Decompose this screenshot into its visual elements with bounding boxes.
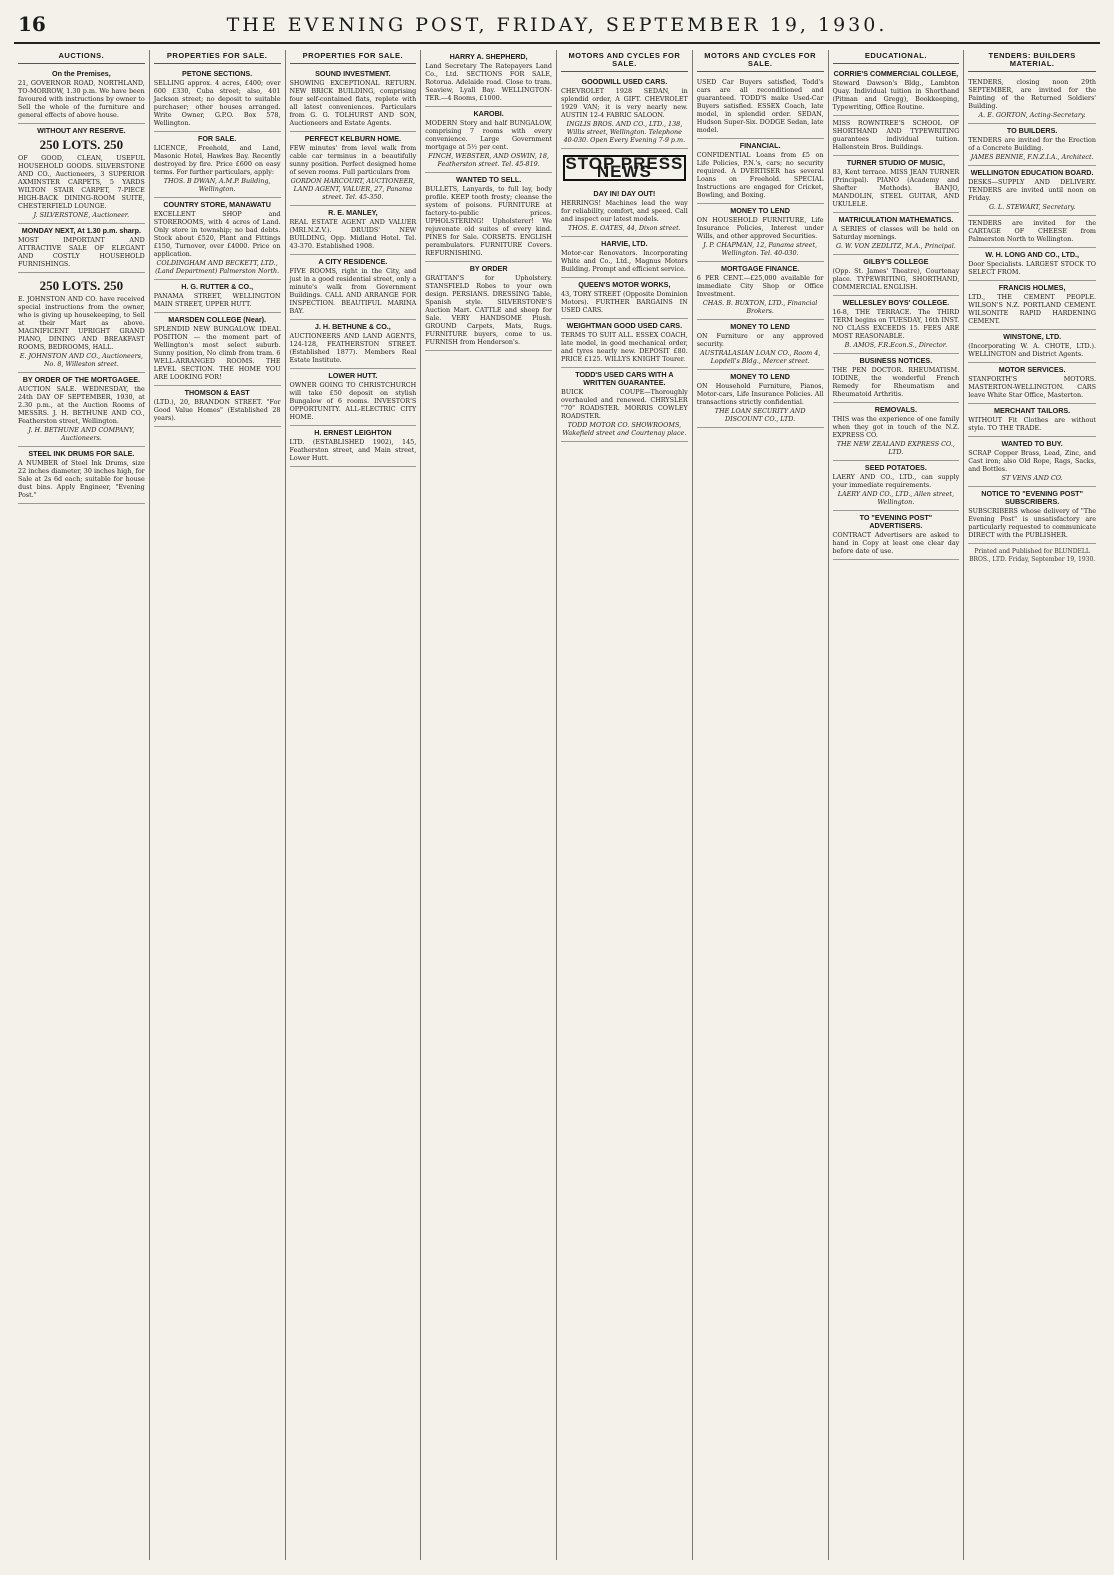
ad-body: PANAMA STREET, WELLINGTON MAIN STREET, UPPER HUTT.: [153, 292, 281, 308]
advertisement: [290, 369, 417, 426]
ad-body: LTD., THE CEMENT PEOPLE. WILSON'S N.Z. PORTLAND CEMENT. WILSONITE RAPID HARDENING CEMENT.: [968, 293, 1096, 325]
advertisement: [561, 237, 688, 278]
ad-body: EXCELLENT SHOP and STOREROOMS, with 4 acres of Land. Only store in township; no bad debts. Stock about £520, Plant and Fittings £150, Turnover, over £4000. Price on application.: [153, 210, 281, 258]
ad-heading: LOWER HUTT.: [328, 371, 378, 380]
column-7: [829, 50, 965, 1560]
ad-heading: WINSTONE, LTD.: [1003, 332, 1062, 341]
ad-heading: MONEY TO LEND: [730, 322, 790, 331]
ad-body: ON HOUSEHOLD FURNITURE, Life Insurance Policies, Interest under Wills, and other approved Securities.: [696, 216, 824, 240]
advertisement: [425, 107, 552, 173]
ad-heading: H. G. RUTTER & CO.,: [181, 282, 254, 291]
advertisement: [833, 403, 960, 461]
ad-heading: DAY IN! DAY OUT!: [593, 189, 656, 198]
ad-signature: THE LOAN SECURITY AND DISCOUNT CO., LTD.: [714, 407, 806, 423]
column-1: [14, 50, 150, 1560]
ad-heading: MORTGAGE FINANCE.: [720, 264, 800, 273]
advertisement: [968, 166, 1096, 216]
ad-body: THIS was the experience of one family when they got in touch of the N.Z. EXPRESS CO.: [832, 415, 960, 439]
ad-body: MOST IMPORTANT AND ATTRACTIVE SALE OF ELEGANT AND COSTLY HOUSEHOLD FURNISHINGS.: [18, 236, 145, 268]
advertisement: [561, 278, 688, 319]
ad-body: BULLETS, Lanyards, to full lay, body profile. KEEP tooth frosty; cleanse the system of poisons. FURNITURE at factory-to-public prices. UPHOLSTERING! Upholsterer! We rejuvenate old suites of every kind. PINES for Sale. CORSETS. ENGLISH perambulators. FURNITURE Covers. REFURNISHING.: [425, 185, 552, 257]
ad-heading: WANTED TO SELL.: [455, 175, 522, 184]
ad-signature: FINCH, WEBSTER, AND OSWIN, 18, Featherston street. Tel. 45-819.: [428, 152, 549, 168]
imprint-footer: Printed and Published for BLUNDELL BROS., LTD. Friday, September 19, 1930.: [969, 548, 1096, 563]
ad-body: WITHOUT Fit Clothes are without style. TO THE TRADE.: [968, 416, 1096, 432]
column-heading: TENDERS: BUILDERS MATERIAL.: [968, 50, 1096, 72]
advertisement: [425, 50, 552, 107]
ad-heading: WELLINGTON EDUCATION BOARD.: [970, 168, 1094, 177]
ad-body: SELLING approx. 4 acres, £400; over 600 £330, Cuba street; also, 401 Jackson street; no deposit to suitable purchaser; other houses arranged. Write Owner, G.P.O. Box 578, Wellington.: [153, 79, 281, 127]
ad-heading: GILBY'S COLLEGE: [863, 257, 929, 266]
ad-signature: THOS. E. OATES, 44, Dixon street.: [568, 224, 681, 232]
advertisement: [154, 198, 281, 280]
ad-body: TENDERS are invited for the CARTAGE OF CHEESE from Palmerston North to Wellington.: [968, 219, 1096, 243]
advertisement: [561, 368, 688, 442]
advertisement: [18, 273, 145, 373]
advertisement: [968, 437, 1096, 487]
advertisement: [833, 67, 960, 116]
ad-body: ON Household Furniture, Pianos, Motor-cars, Life Insurance Policies. All transactions strictly confidential.: [696, 382, 824, 406]
advertisement: [561, 187, 688, 237]
ad-body: LTD. (ESTABLISHED 1902), 145, Featherston street, and Main street, Lower Hutt.: [289, 438, 417, 462]
ad-heading: WEIGHTMAN GOOD USED CARS.: [566, 321, 683, 330]
advertisement: [154, 67, 281, 132]
column-heading: MOTORS AND CYCLES FOR SALE.: [697, 50, 824, 72]
advertisement: [968, 487, 1096, 544]
advertisement: [833, 156, 960, 213]
advertisement: [425, 262, 552, 351]
ad-signature: AUSTRALASIAN LOAN CO., Room 4, Lopdell's Bldg., Mercer street.: [699, 349, 821, 365]
ad-body: SPLENDID NEW BUNGALOW. IDEAL POSITION — the moment part of Wellington's most select suburb. Sunny position, No climb from tram. 6 WELL-ARRANGED ROOMS. THE LEVEL SECTION. THE HOME YOU ARE LOOKING FOR!: [153, 325, 281, 381]
column-heading: PROPERTIES FOR SALE.: [290, 50, 417, 64]
ad-body: TENDERS are invited for the Erection of a Concrete Building.: [968, 136, 1096, 152]
ad-signature: THOS. B DWAN, A.M.P. Building, Wellington.: [163, 177, 271, 193]
ad-heading: KAROBI.: [473, 109, 504, 118]
ad-signature: B. AMOS, F.R.Econ.S., Director.: [844, 341, 948, 349]
ad-body: AUCTION SALE. WEDNESDAY, the 24th DAY OF SEPTEMBER, 1930, at 2.30 p.m., at the Auction Rooms of MESSRS. J. H. BETHUNE AND CO., Featherston street, Wellington.: [18, 385, 145, 425]
advertisement: [697, 370, 824, 428]
ad-body: USED Car Buyers satisfied, Todd's cars are all reconditioned and guaranteed. TODD'S make Used-Car Buyers satisfied. ESSEX Coach, late model, in splendid order. SEDAN, Hudson Super-Six. DODGE Sedan, late model.: [696, 78, 824, 134]
advertisement: [833, 511, 960, 560]
ad-heading: TODD'S USED CARS WITH A WRITTEN GUARANTEE.: [575, 370, 674, 387]
ad-heading: PERFECT KELBURN HOME.: [304, 134, 401, 143]
ad-body: DESKS—SUPPLY AND DELIVERY. TENDERS are invited until noon on Friday.: [968, 178, 1096, 202]
advertisement: [833, 213, 960, 255]
ad-body: SCRAP Copper Brass, Lead, Zinc, and Cast iron; also Old Rope, Rags, Sacks, and Bottles.: [968, 449, 1096, 473]
ad-heading: REMOVALS.: [874, 405, 917, 414]
column-3: [286, 50, 422, 1560]
advertisement: [425, 173, 552, 262]
ad-heading: BY ORDER OF THE MORTGAGEE.: [22, 375, 141, 384]
advertisement: [968, 404, 1096, 437]
ad-signature: COLDINGHAM AND BECKETT, LTD., (Land Department) Palmerston North.: [155, 259, 280, 275]
ad-heading: MONEY TO LEND: [730, 206, 790, 215]
advertisement: [154, 313, 281, 386]
advertisement: [697, 139, 824, 204]
column-heading: EDUCATIONAL.: [833, 50, 960, 64]
advertisement: [697, 320, 824, 370]
ad-heading: R. E. MANLEY,: [328, 208, 378, 217]
ad-body: REAL ESTATE AGENT AND VALUER (MRI.N.Z.V.). DRUIDS' NEW BUILDING, Opp. Midland Hotel. Tel. 43-370. Established 1908.: [289, 218, 417, 250]
ad-body: OWNER GOING TO CHRISTCHURCH will take £50 deposit on stylish Bungalow of 6 rooms. INVESTOR'S OPPORTUNITY. ALL-ELECTRIC CITY HOME.: [289, 381, 417, 421]
ad-heading: COUNTRY STORE, MANAWATU: [163, 200, 271, 209]
advertisement: [290, 132, 417, 206]
ad-body: HERRINGS! Machines lead the way for reliability, comfort, and speed. Call and inspect our latest models.: [561, 199, 688, 223]
advertisement: [833, 116, 960, 156]
ad-body: CONTRACT Advertisers are asked to hand in Copy at least one clear day before date of use.: [832, 531, 960, 555]
ad-heading: FINANCIAL.: [739, 141, 781, 150]
advertisement: [290, 67, 417, 132]
ad-body: Land Secretary The Ratepayers Land Co., Ltd. SECTIONS FOR SALE, Rotorua. Adelaide road. Close to tram. Seaview, Lyall Bay. WELLINGTON-TER.—4 Rooms, £1000.: [425, 62, 552, 102]
advertisement: [968, 330, 1096, 363]
ad-heading: BUSINESS NOTICES.: [859, 356, 933, 365]
ad-body: CHEVROLET 1928 SEDAN, in splendid order, A GIFT. CHEVROLET 1929 VAN; it is very nearly new. AUSTIN 12-4 FABRIC SALOON.: [561, 87, 688, 119]
ad-signature: TODD MOTOR CO. SHOWROOMS, Wakefield street and Courtenay place.: [562, 421, 687, 437]
ad-heading: STEEL INK DRUMS FOR SALE.: [28, 449, 135, 458]
column-8: [964, 50, 1100, 1560]
ad-heading: A CITY RESIDENCE.: [318, 257, 388, 266]
advertisement: [697, 204, 824, 262]
column-4: [421, 50, 557, 1560]
advertisement: [697, 262, 824, 320]
ad-body: LAERY AND CO., LTD., can supply your immediate requirements.: [832, 473, 960, 489]
ad-signature: THE NEW ZEALAND EXPRESS CO., LTD.: [836, 440, 955, 456]
ad-heading: WITHOUT ANY RESERVE.: [37, 126, 126, 135]
advertisement: [154, 132, 281, 198]
ad-heading: FOR SALE.: [197, 134, 237, 143]
ad-body: (Incorporating W. A. CHOTE, LTD.). WELLINGTON and District Agents.: [968, 342, 1096, 358]
ad-signature: ST VENS AND CO.: [1001, 474, 1063, 482]
advertisement: [290, 206, 417, 255]
ad-heading: THOMSON & EAST: [184, 388, 250, 397]
ad-heading: CORRIE'S COMMERCIAL COLLEGE,: [833, 69, 959, 78]
advertisement: [18, 224, 145, 273]
ad-signature: CHAS. B. BUXTON, LTD., Financial Brokers.: [702, 299, 818, 315]
ad-body: MISS ROWNTREE'S SCHOOL OF SHORTHAND AND TYPEWRITING guarantees individual tuition. Hallenstein Bros. Buildings.: [832, 119, 960, 151]
advertisement: [290, 320, 417, 369]
ad-heading: GOODWILL USED CARS.: [581, 77, 668, 86]
advertisement: [968, 216, 1096, 248]
ad-body: Motor-car Renovators. Incorporating White and Co., Ltd., Magnus Motors Building. Prompt and efficient service.: [561, 249, 688, 273]
ad-heading: WANTED TO BUY.: [1001, 439, 1063, 448]
ad-body: (Opp. St. James' Theatre), Courtenay place. TYPEWRITING, SHORTHAND, COMMERCIAL ENGLISH.: [832, 267, 960, 291]
ad-heading: MARSDEN COLLEGE (Near).: [168, 315, 267, 324]
ad-heading: BY ORDER: [469, 264, 508, 273]
advertisement: [154, 280, 281, 313]
ad-body: BUICK COUPE—Thoroughly overhauled and renewed. CHRYSLER "70" ROADSTER. MORRIS COWLEY ROADSTER.: [561, 388, 688, 420]
ad-display-line: 250 LOTS. 250: [39, 278, 124, 293]
ad-body: 43, TORY STREET (Opposite Dominion Motors). FURTHER BARGAINS IN USED CARS.: [561, 290, 688, 314]
column-heading: AUCTIONS.: [18, 50, 145, 64]
advertisement: [968, 281, 1096, 330]
ad-body: 16-8, THE TERRACE. The THIRD TERM begins on TUESDAY, 16th INST. NO CLASS EXCEEDS 15. FEES ARE MOST REASONABLE.: [832, 308, 960, 340]
advertisement: [561, 75, 688, 149]
ad-display-line: 250 LOTS. 250: [39, 137, 124, 152]
columns-container: [14, 50, 1100, 1560]
ad-signature: E. JOHNSTON AND CO., Auctioneers, No. 8, Willeston street.: [19, 352, 143, 368]
ad-heading: HARVIE, LTD.: [601, 239, 648, 248]
ad-body: A SERIES of classes will be held on Saturday mornings.: [832, 225, 960, 241]
ad-body: STANFORTH'S MOTORS. MASTERTON-WELLINGTON. CARS leave White Star Office, Masterton.: [968, 375, 1096, 399]
advertisement: [833, 354, 960, 403]
advertisement: [290, 426, 417, 467]
advertisement: [18, 447, 145, 504]
advertisement: [833, 296, 960, 354]
ad-body: THE PEN DOCTOR. RHEUMATISM. IODINE, the wonderful French Remedy for Rheumatism and Rheumatoid Arthritis.: [832, 366, 960, 398]
ad-body: TERMS TO SUIT ALL. ESSEX COACH, late model, in good mechanical order, and tyres nearly new. DEPOSIT £80. PRICE £125. WILLYS KNIGHT Tourer.: [561, 331, 688, 363]
ad-heading: WELLESLEY BOYS' COLLEGE.: [842, 298, 950, 307]
masthead: [14, 8, 1100, 44]
ad-body: ON Furniture or any approved security.: [696, 332, 824, 348]
ad-body: A NUMBER of Steel Ink Drums, size 22 inches diameter, 30 inches high, for Sale at 2s 6d each; suitable for house dust bins. Apply Engineer, "Evening Post.": [18, 459, 145, 499]
ad-heading: TO "EVENING POST" ADVERTISERS.: [859, 513, 933, 530]
ad-signature: G. W. VON ZEDLITZ, M.A., Principal.: [835, 242, 956, 250]
advertisement: [833, 461, 960, 511]
advertisement: [18, 373, 145, 447]
advertisement: [968, 363, 1096, 404]
advertisement: [833, 255, 960, 296]
ad-body: OF GOOD, CLEAN, USEFUL HOUSEHOLD GOODS. SILVERSTONE AND CO., Auctioneers, 3 SUPERIOR AXMINSTER CARPETS, 5 YARDS WILTON STAIR CARPET, 7-PIECE HIGH-BACK DINING-ROOM SUITE, CHESTERFIELD LOUNGE.: [18, 154, 145, 210]
ad-signature: J. SILVERSTONE, Auctioneer.: [33, 211, 130, 219]
ad-heading: On the Premises,: [52, 69, 111, 78]
ad-signature: GORDON HARCOURT, AUCTIONEER, LAND AGENT, VALUER, 27, Panama street. Tel. 45-350.: [290, 177, 416, 201]
ad-signature: JAMES BENNIE, F.N.Z.I.A., Architect.: [970, 153, 1094, 161]
ad-body: TENDERS, closing noon 29th SEPTEMBER, are invited for the Painting of the Returned Soldiers' Building.: [968, 78, 1096, 110]
ad-heading: TURNER STUDIO OF MUSIC,: [846, 158, 945, 167]
column-heading: PROPERTIES FOR SALE.: [154, 50, 281, 64]
ad-signature: LAERY AND CO., LTD., Allen street, Wellington.: [837, 490, 955, 506]
ad-body: 21, GOVERNOR ROAD, NORTHLAND, TO-MORROW, 1.30 p.m. We have been favoured with instructions by owner to Sell the whole of the furniture and general effects of above house.: [18, 79, 145, 119]
advertisement: [968, 248, 1096, 281]
ad-heading: MATRICULATION MATHEMATICS.: [838, 215, 954, 224]
ad-heading: PETONE SECTIONS.: [182, 69, 253, 78]
column-5: [557, 50, 693, 1560]
ad-heading: QUEEN'S MOTOR WORKS,: [578, 280, 671, 289]
ad-body: GRATTAN'S for Upholstery. STANSFIELD Robes to your own design. PERSIANS. DRESSING Table, Spanish style. SILVERSTONE'S Auction Mart. CATTLE and sheep for Sale. VERY HANDSOME Plush. GROUND Carpets, Mats, Rugs. FURNITURE buyers, come to us. FURNISH from Henderson's.: [425, 274, 552, 346]
page-number: 16: [18, 12, 46, 36]
column-2: [150, 50, 286, 1560]
ad-signature: J. P. CHAPMAN, 12, Panama street, Wellington. Tel. 40-030.: [703, 241, 818, 257]
ad-body: 83, Kent terrace. MISS JEAN TURNER (Principal). PIANO (Academy and Shefter Methods). BANJO, MANDOLIN, STEEL GUITAR, AND UKULELE.: [832, 168, 960, 208]
ad-heading: W. H. LONG AND CO., LTD.,: [985, 250, 1080, 259]
advertisement: [968, 124, 1096, 166]
ad-body: SUBSCRIBERS whose delivery of "The Evening Post" is unsatisfactory are particularly requested to communicate DIRECT with the PUBLISHER.: [968, 507, 1096, 539]
ad-heading: H. ERNEST LEIGHTON: [314, 428, 392, 437]
ad-body: CONFIDENTIAL Loans from £5 on Life Policies, P.N.'s, cars; no security required. A DVERTISER has several Loans on Freehold. SPECIAL Instructions are engaged for Cricket, Bowling, and Boxing.: [696, 151, 824, 199]
advertisement: [968, 75, 1096, 124]
ad-signature: G. L. STEWART, Secretary.: [988, 203, 1076, 211]
ad-heading: MOTOR SERVICES.: [998, 365, 1066, 374]
advertisement: [561, 319, 688, 368]
ad-body: Steward Dawson's Bldg., Lambton Quay. Individual tuition in Shorthand (Pitman and Gregg), Bookkeeping, Typewriting, Office Routine.: [832, 79, 960, 111]
ad-heading: MONDAY NEXT, At 1.30 p.m. sharp.: [21, 226, 141, 235]
advertisement: [697, 75, 824, 139]
stop-press-banner: STOP PRESS NEWS: [563, 155, 686, 181]
ad-body: AUCTIONEERS AND LAND AGENTS, 124-128, FEATHERSTON STREET. (Established 1877). Members Real Estate Institute.: [289, 332, 417, 364]
column-6: [693, 50, 829, 1560]
ad-body: LICENCE, Freehold, and Land, Masonic Hotel, Hawkes Bay. Recently destroyed by fire. Price £600 on easy terms. For further particulars, apply:: [153, 144, 281, 176]
advertisement: [290, 255, 417, 320]
ad-body: Door Specialists. LARGEST STOCK TO SELECT FROM.: [968, 260, 1096, 276]
column-heading: MOTORS AND CYCLES FOR SALE.: [561, 50, 688, 72]
ad-body: FEW minutes' from level walk from cable car terminus in a beautifully sunny position. Perfect designed home of seven rooms. Full particulars from: [289, 144, 417, 176]
ad-heading: NOTICE TO "EVENING POST" SUBSCRIBERS.: [981, 489, 1083, 506]
ad-heading: TO BUILDERS.: [1006, 126, 1058, 135]
ad-body: (LTD.), 20, BRANDON STREET. "For Good Value Homes" (Established 28 years).: [153, 398, 281, 422]
ad-heading: SOUND INVESTMENT.: [315, 69, 391, 78]
ad-body: FIVE ROOMS, right in the City, and just in a good residential street, only a minute's walk from Government Buildings. CALL AND ARRANGE FOR INSPECTION. BEAUTIFUL MARINA BAY.: [289, 267, 417, 315]
ad-heading: MONEY TO LEND: [730, 372, 790, 381]
ad-heading: J. H. BETHUNE & CO.,: [314, 322, 391, 331]
ad-heading: FRANCIS HOLMES,: [998, 283, 1066, 292]
ad-signature: INGLIS BROS. AND CO., LTD., 138, Willis street, Wellington. Telephone 40-030. Open Every Evening 7-9 p.m.: [563, 120, 686, 144]
ad-body: E. JOHNSTON AND CO. have received special instructions from the owner, who is giving up housekeeping, to Sell at their Mart as above. MAGNIFICENT UPRIGHT GRAND PIANO, DINING AND BREAKFAST ROOMS, BEDROOMS, HALL.: [18, 295, 145, 351]
ad-body: 6 PER CENT.—£25,000 available for immediate City Shop or Office Investment.: [696, 274, 824, 298]
ad-signature: A. E. GORTON, Acting-Secretary.: [978, 111, 1086, 119]
ad-signature: J. H. BETHUNE AND COMPANY, Auctioneers.: [28, 426, 135, 442]
ad-heading: SEED POTATOES.: [864, 463, 927, 472]
advertisement: [154, 386, 281, 427]
ad-heading: MERCHANT TAILORS.: [994, 406, 1071, 415]
ad-heading: HARRY A. SHEPHERD,: [449, 52, 528, 61]
advertisement: [18, 124, 145, 224]
ad-body: MODERN Story and half BUNGALOW, comprising 7 rooms with every convenience. Large Government mortgage at 5½ per cent.: [425, 119, 552, 151]
advertisement: [18, 67, 145, 124]
masthead-title: THE EVENING POST, FRIDAY, SEPTEMBER 19, 1930.: [226, 14, 888, 36]
ad-body: SHOWING EXCEPTIONAL RETURN. NEW BRICK BUILDING, comprising four self-contained flats, replete with all latest conveniences. Particulars from G. G. TOLHURST AND SON, Auctioneers and Estate Agents.: [289, 79, 417, 127]
